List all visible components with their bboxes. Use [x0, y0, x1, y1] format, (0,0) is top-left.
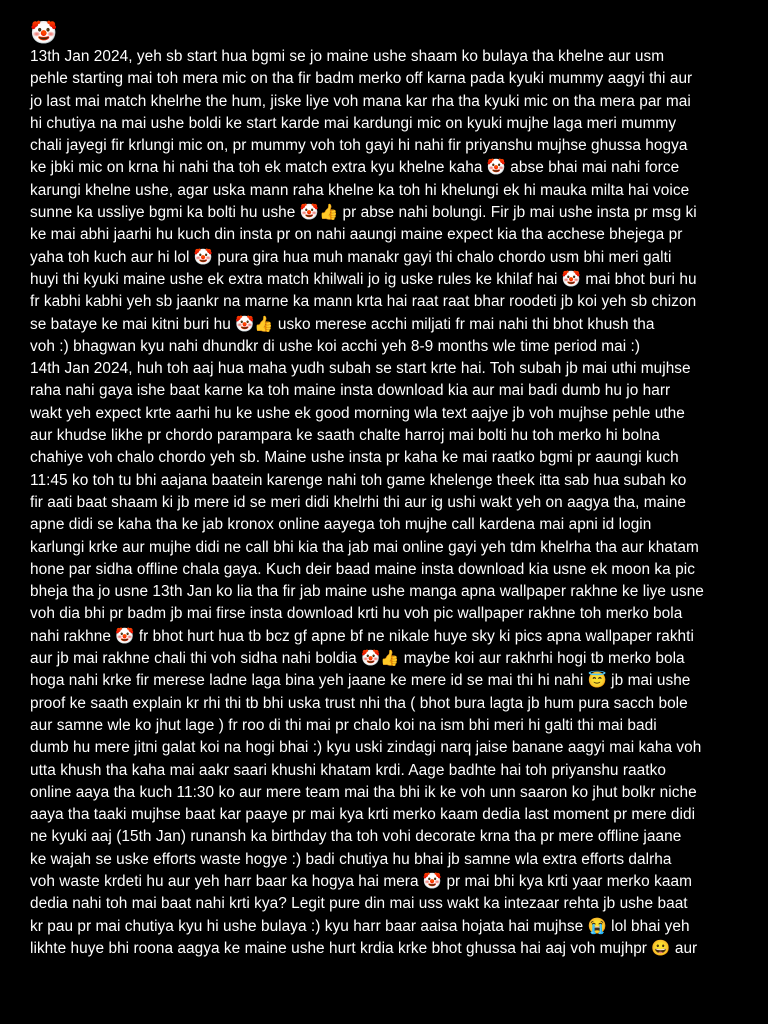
note-line: dumb hu mere jitni galat koi na hogi bhai :) kyu uski zindagi narq jaise banane aagyi mai kaha voh [30, 739, 702, 757]
note-line: jo last mai match khelrhe the hum, jiske liye voh mana kar rha tha kyuki mic on tha mera par mai [30, 92, 691, 110]
note-line: wakt yeh expect krte aarhi hu ke ushe ek good morning wla text aajye jb voh mujhse pehle uthe [30, 404, 685, 422]
note-line: dedia nahi toh mai baat nahi krti kya? Legit pure din mai uss wakt ka intezaar rehta jb ushe baat [30, 895, 688, 913]
note-line: 14th Jan 2024, huh toh aaj hua maha yudh subah se start krte hai. Toh subah jb mai uthi mujhse [30, 360, 691, 378]
note-line: ne kyuki aaj (15th Jan) runansh ka birthday tha toh vohi decorate krna tha pr mere offline jaane [30, 828, 682, 846]
note-line: huyi thi kyuki maine ushe ek extra match khilwali jo ig uske rules ke khilaf hai 🤡 mai bhot buri hu [30, 270, 697, 288]
note-line: 13th Jan 2024, yeh sb start hua bgmi se jo maine ushe shaam ko bulaya tha khelne aur usm [30, 48, 665, 65]
note-line: aaya tha taaki mujhse baat kar paaye pr mai kya krti merko kaam dedia last moment pr mere didi [30, 806, 696, 824]
note-line: hone par sidha offline chala gaya. Kuch deir baad maine insta download kia usne ek moon ka pic [30, 560, 695, 578]
note-line: aur khudse likhe pr chordo parampara ke saath chalte harroj mai bolti hu toh merko hi bolna [30, 427, 660, 445]
note-line: nahi rakhne 🤡 fr bhot hurt hua tb bcz gf apne bf ne nikale huye sky ki pics apna wallpaper rakhti [30, 627, 694, 645]
note-body [30, 20, 744, 960]
note-line: voh dia bhi pr badm jb mai firse insta download krti hu voh pic wallpaper rakhne toh merko bola [30, 605, 683, 623]
note-line: likhte huye bhi roona aagya ke maine ushe hurt krdia krke bhot ghussa hai aaj voh mujhpr 😀 aur [30, 939, 698, 957]
note-line: sunne ka ussliye bgmi ka bolti hu ushe 🤡👍 pr abse nahi bolungi. Fir jb mai ushe insta pr msg ki [30, 204, 697, 222]
note-line: fr kabhi kabhi yeh sb jaankr na marne ka mann krta hai raat raat bhar roodeti jb koi yeh sb chizon [30, 293, 697, 311]
note-line: fir aati baat shaam ki jb mere id se meri didi khelrhi thi aur ig ushi wakt yeh on aagya tha, maine [30, 493, 686, 511]
note-line: ke wajah se uske efforts waste hogye :) badi chutiya hu bhai jb samne wla extra efforts dalrha [30, 850, 672, 868]
note-line: voh waste krdeti hu aur yeh harr baar ka hogya hai mera 🤡 pr mai bhi kya krti yaar merko kaam [30, 872, 692, 890]
note-line: ke jbki mic on krna hi nahi tha toh ek match extra kyu khelne kaha 🤡 abse bhai mai nahi force [30, 159, 680, 177]
note-line: kr pau pr mai chutiya kyu hi ushe bulaya :) kyu harr baar aaisa hojata hai mujhse 😭 lol bhai yeh [30, 917, 690, 935]
note-line: hi chutiya na mai ushe boldi ke start karde mai kardungi mic on kyuki mujhe laga meri mummy [30, 114, 677, 132]
note-line: karungi khelne ushe, agar uska mann raha khelne ka toh hi khelungi ek hi mauka milta hai voice [30, 181, 690, 199]
note-line: ke mai abhi jaarhi hu kuch din insta pr on nahi aaungi maine expect kia tha acchese bhejega pr [30, 226, 683, 244]
note-line: aur jb mai rakhne chali thi voh sidha nahi boldia 🤡👍 maybe koi aur rakhrhi hogi tb merko bola [30, 650, 685, 668]
note-line: chahiye voh chalo chordo yeh sb. Maine ushe insta pr kaha ke mai raatko bgmi pr aaungi kuch [30, 449, 679, 467]
note-line: raha nahi gaya ishe baat karne ka toh maine insta download kia aur mai badi dumb hu jo harr [30, 382, 671, 400]
note-line: pehle starting mai toh mera mic on tha fir badm merko off karna pada kyuki mummy aagyi thi aur [30, 70, 693, 88]
note-line: hoga nahi krke fir merese ladne laga bina yeh jaane ke mere id se mai thi hi nahi 😇 jb mai ushe [30, 672, 691, 690]
note-text [30, 46, 744, 960]
note-line: proof ke saath explain kr rhi thi tb bhi uska trust nhi tha ( bhot bura lagta jb hum pura sacch bole [30, 694, 688, 712]
note-line: se bataye ke mai kitni buri hu 🤡👍 usko merese acchi miljati fr mai nahi thi bhot khush tha [30, 315, 655, 333]
note-line: bheja tha jo usne 13th Jan ko lia tha fir jab maine ushe manga apna wallpaper rakhne ke liye usne [30, 583, 704, 601]
note-line: 11:45 ko toh tu bhi aajana baatein karenge nahi toh game khelenge theek itta sab hua subah ko [30, 471, 687, 489]
note-line: utta khush tha kaha mai aakr saari khushi khatam krdi. Aage badhte hai toh priyanshu raatko [30, 761, 666, 779]
note-line: chali jayegi fir krlungi mic on, pr mummy voh toh gayi hi nahi fir priyanshu mujhse ghussa hogya [30, 137, 688, 155]
note-line: aur samne wle ko jhut lage ) fr roo di thi mai pr chalo koi na ism bhi meri hi galti thi mai badi [30, 716, 657, 734]
note-line: yaha toh kuch aur hi lol 🤡 pura gira hua muh manakr gayi thi chalo chordo usm bhi meri galti [30, 248, 672, 266]
note-line: apne didi se kaha tha ke jab kronox online aayega toh mujhe call kardena mai apni id login [30, 516, 652, 534]
note-line: karlungi krke aur mujhe didi ne call bhi kia tha jab mai online gayi yeh tdm khelrha tha aur khatam [30, 538, 699, 556]
clown-face-icon: 🤡 [30, 21, 58, 46]
note-line: voh :) bhagwan kyu nahi dhundkr di ushe koi acchi yeh 8-9 months wle time period mai :) [30, 337, 641, 355]
note-line: online aaya tha kuch 11:30 ko aur mere team mai tha bhi ik ke voh unn saaron ko jhut bolkr niche [30, 783, 697, 801]
